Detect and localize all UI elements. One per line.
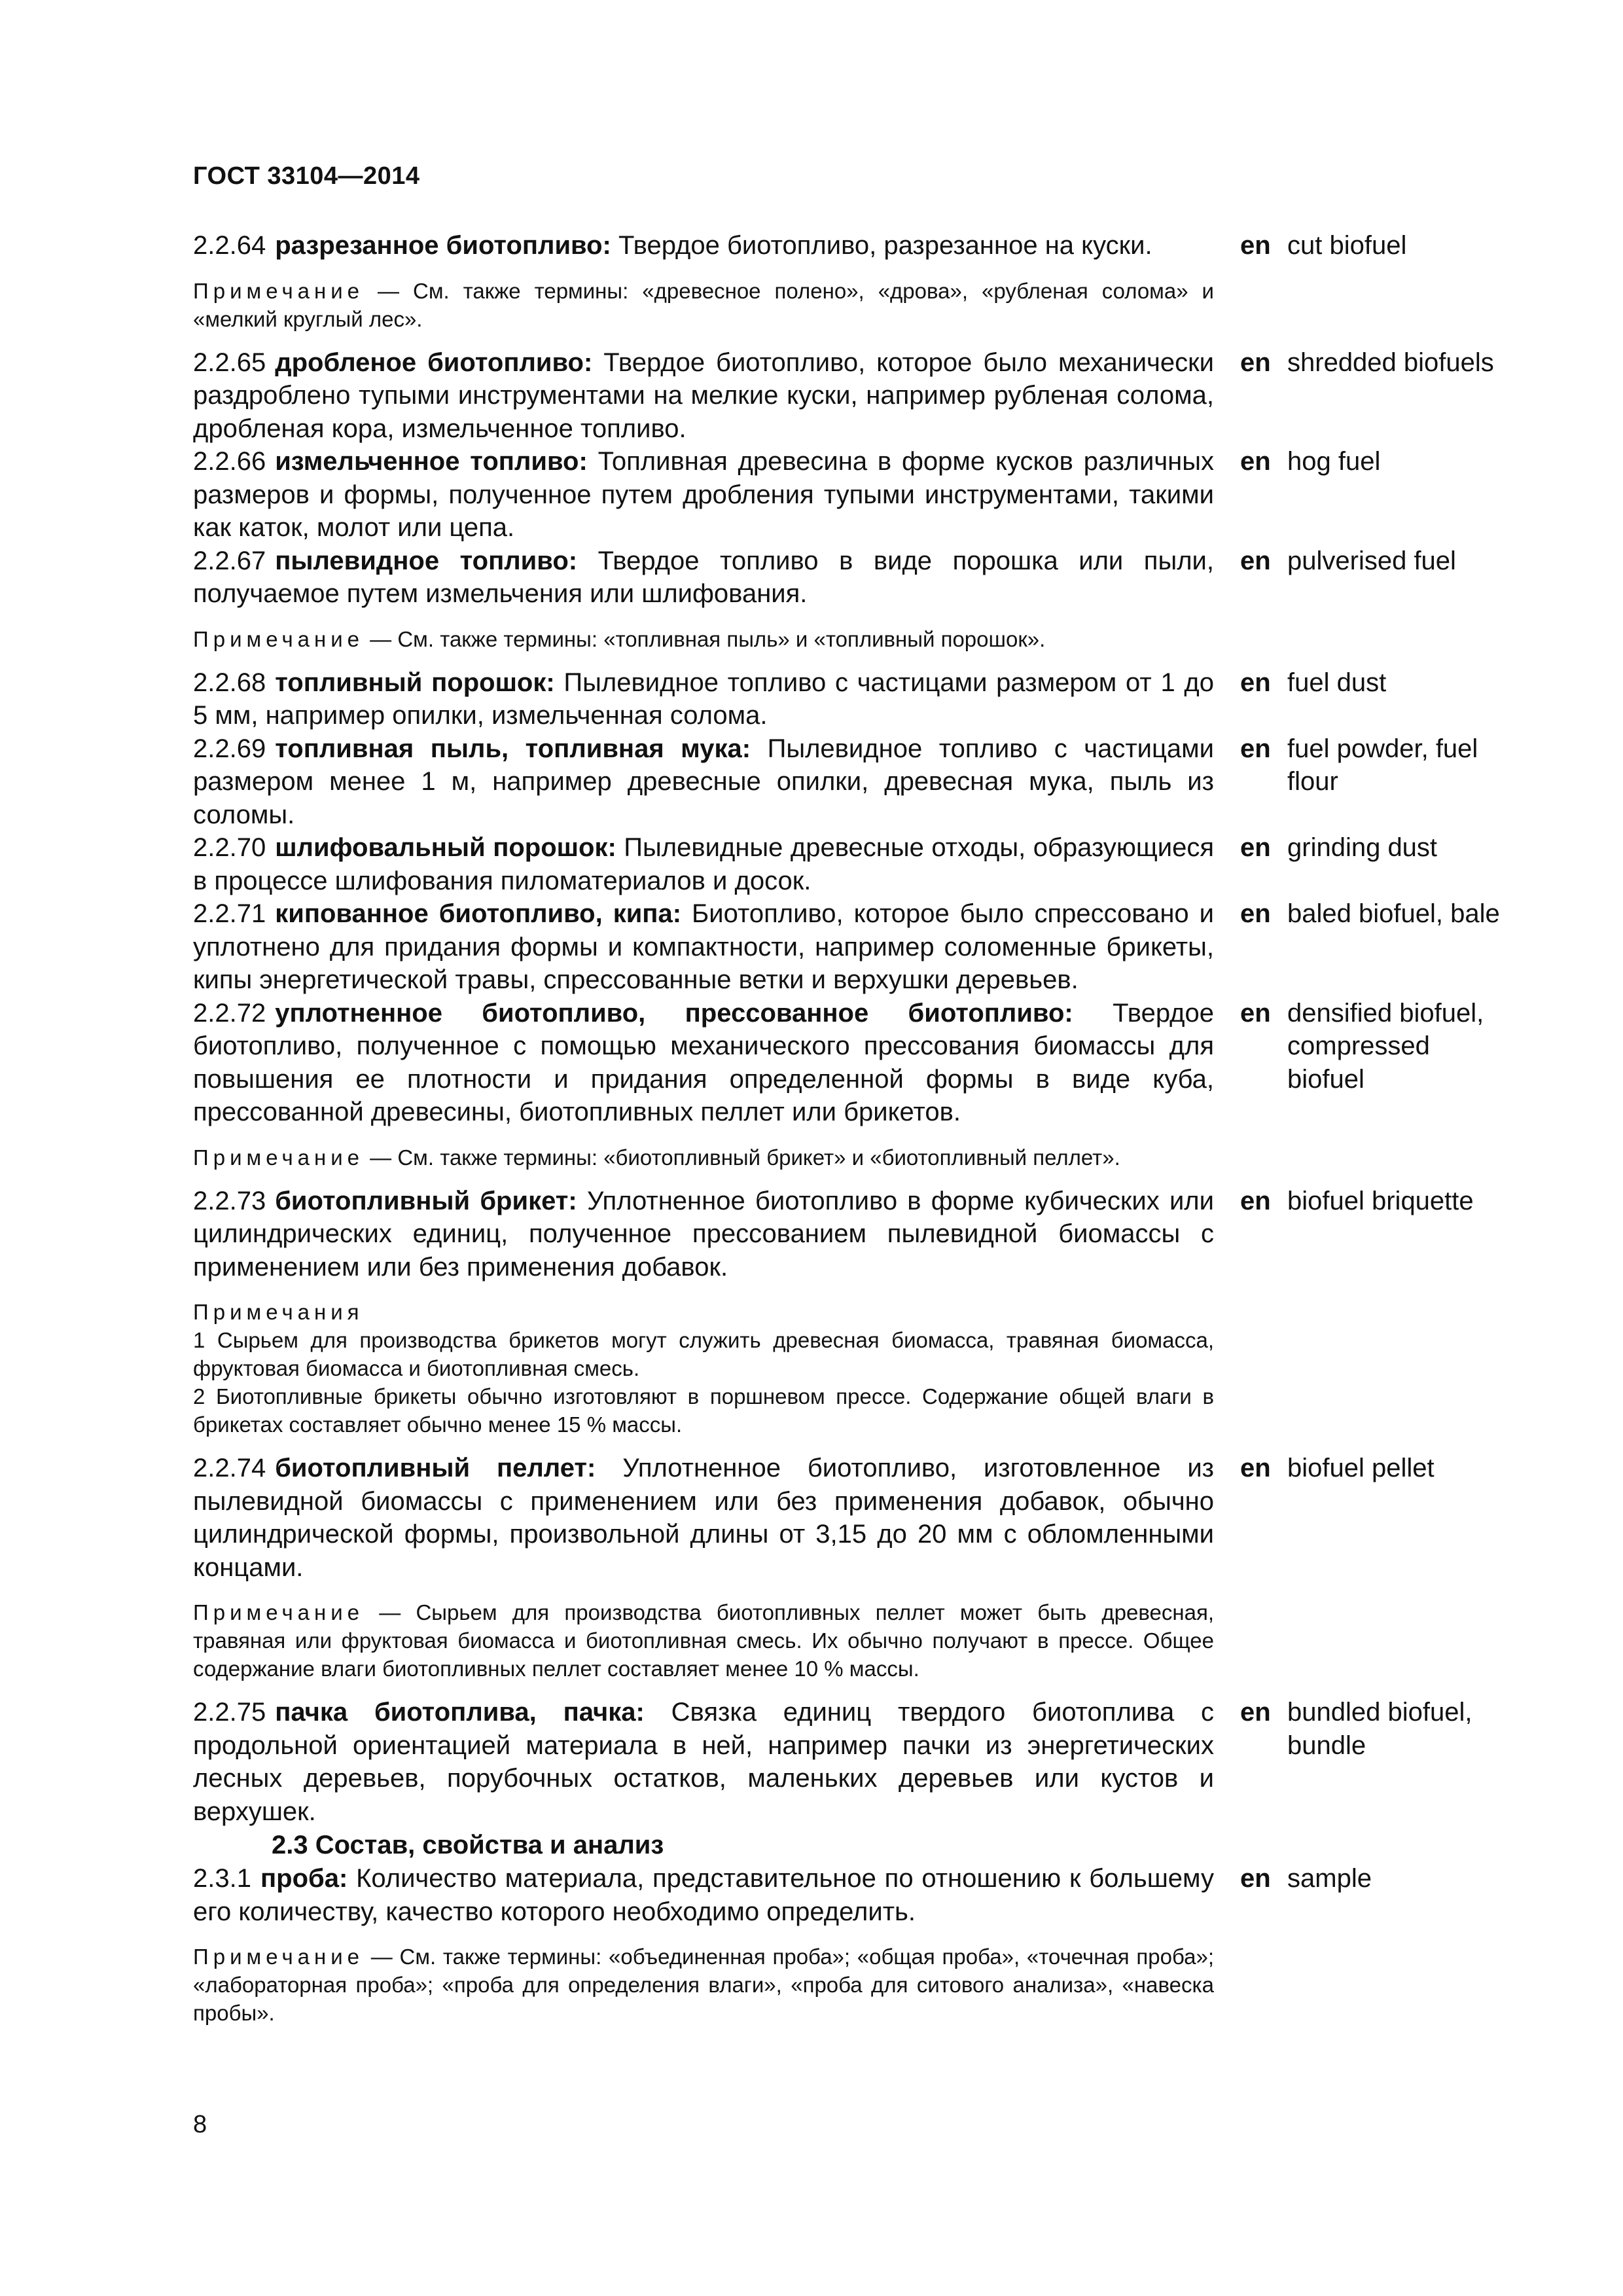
notes-label: Примечания <box>193 1300 364 1324</box>
term-name: биотопливный пеллет: <box>275 1454 596 1482</box>
english-term: grinding dust <box>1287 833 1438 862</box>
english-equivalent <box>1240 1185 1502 1218</box>
term-def-text: Твердое топливо в виде порошка или пыли, получаемое путем измельчения или шлифования. <box>193 546 1214 608</box>
lang-tag: en <box>1240 348 1271 377</box>
english-term: hog fuel <box>1287 447 1381 476</box>
note-text: — См. также термины: «топливная пыль» и «топливный порошок». <box>364 626 1046 651</box>
term-definition <box>193 346 1214 446</box>
term-name: дробленое биотопливо: <box>275 348 593 377</box>
term-name: измельченное топливо: <box>275 447 588 476</box>
term-definition <box>193 545 1214 611</box>
term-def-text: Пылевидное топливо с частицами размером от 1 до 5 мм, например опилки, измельченная солома. <box>193 668 1215 730</box>
english-equivalent <box>1240 732 1502 798</box>
term-def-text: Твердое биотопливо, полученное с помощью механического прессования биомассы для повышения ее плотности и придания определенной формы в виде куба, прессованной древесины, биотопливных пеллет или брикетов. <box>193 998 1214 1126</box>
note-label: Примечание <box>193 1600 365 1624</box>
term-def-text: Уплотненное биотопливо, изготовленное из пылевидной биомассы с применением или без применения добавок, обычно цилиндрической формы, произвольной длины от 3,15 до 20 мм с обломленными концами. <box>193 1454 1214 1582</box>
note-text: — См. также термины: «биотопливный брикет» и «биотопливный пеллет». <box>364 1145 1120 1170</box>
term-name: пылевидное топливо: <box>275 546 578 575</box>
terms-content <box>193 229 1502 2040</box>
term-note <box>193 277 1214 333</box>
term-definition <box>193 1185 1214 1284</box>
term-name: шлифовальный порошок: <box>275 833 616 862</box>
english-equivalent <box>1240 445 1502 478</box>
english-equivalent <box>1240 666 1502 700</box>
term-number: 2.2.65 <box>193 348 266 377</box>
english-term: pulverised fuel <box>1287 546 1456 575</box>
term-number: 2.2.68 <box>193 668 266 697</box>
term-definition <box>193 1862 1214 1928</box>
note-label: Примечание <box>193 1145 365 1170</box>
term-definition <box>193 997 1214 1129</box>
term-name: проба: <box>260 1864 348 1893</box>
note-item: 2 Биотопливные брикеты обычно изготовляют в поршневом прессе. Содержание общей влаги в брикетах составляет обычно менее 15 % массы. <box>193 1384 1214 1437</box>
term-note <box>193 1143 1214 1172</box>
note-label: Примечание <box>193 626 365 651</box>
english-term: shredded biofuels <box>1287 348 1494 377</box>
english-term: cut biofuel <box>1287 231 1407 260</box>
english-term: biofuel pellet <box>1287 1454 1435 1482</box>
lang-tag: en <box>1240 1454 1271 1482</box>
english-term: fuel dust <box>1287 668 1387 697</box>
term-note <box>193 1598 1214 1683</box>
term-name: пачка биотоплива, пачка: <box>275 1698 645 1727</box>
term-def-text: Топливная древесина в форме кусков различных размеров и формы, полученное путем дробления тупыми инструментами, такими как каток, молот или цепа. <box>193 447 1214 542</box>
term-definition <box>193 229 1214 262</box>
english-term: fuel powder, fuel flour <box>1287 734 1478 796</box>
term-entry <box>193 545 1502 611</box>
english-equivalent <box>1240 1452 1502 1485</box>
english-term: densified biofuel, compressed biofuel <box>1287 998 1484 1094</box>
term-entry <box>193 1696 1502 1828</box>
term-number: 2.2.66 <box>193 447 266 476</box>
term-entry <box>193 732 1502 832</box>
term-note <box>193 625 1214 653</box>
term-name: биотопливный брикет: <box>275 1186 577 1215</box>
term-entry <box>193 1185 1502 1284</box>
term-definition <box>193 445 1214 545</box>
term-definition <box>193 1696 1214 1828</box>
lang-tag: en <box>1240 1864 1271 1893</box>
english-equivalent <box>1240 346 1502 380</box>
term-def-text: Уплотненное биотопливо в форме кубических или цилиндрических единиц, полученное прессованием пылевидной биомассы с применением или без применения добавок. <box>193 1186 1214 1282</box>
term-entry <box>193 1452 1502 1584</box>
english-term: baled biofuel, bale <box>1287 899 1500 928</box>
term-name: разрезанное биотопливо: <box>275 231 611 260</box>
term-def-text: Пылевидные древесные отходы, образующиеся в процессе шлифования пиломатериалов и досок. <box>193 833 1214 895</box>
lang-tag: en <box>1240 998 1271 1028</box>
lang-tag: en <box>1240 734 1271 763</box>
english-equivalent <box>1240 1862 1502 1895</box>
lang-tag: en <box>1240 1186 1271 1215</box>
term-note <box>193 1943 1214 2027</box>
english-equivalent <box>1240 831 1502 865</box>
term-definition <box>193 732 1214 832</box>
english-equivalent <box>1240 997 1502 1096</box>
term-definition <box>193 831 1214 897</box>
term-entry <box>193 229 1502 262</box>
term-def-text: Твердое биотопливо, разрезанное на куски. <box>611 231 1152 260</box>
lang-tag: en <box>1240 1698 1271 1727</box>
term-notes <box>193 1298 1214 1439</box>
term-number: 2.2.64 <box>193 231 266 260</box>
term-number: 2.2.71 <box>193 899 266 928</box>
term-entry <box>193 997 1502 1129</box>
english-term: sample <box>1287 1864 1372 1893</box>
term-number: 2.2.69 <box>193 734 266 763</box>
english-equivalent <box>1240 229 1502 262</box>
term-number: 2.3.1 <box>193 1864 251 1893</box>
term-def-text: Количество материала, представительное по отношению к большему его количеству, качество которого необходимо определить. <box>193 1864 1214 1926</box>
term-number: 2.2.67 <box>193 546 266 575</box>
term-number: 2.2.73 <box>193 1186 266 1215</box>
term-name: топливная пыль, топливная мука: <box>275 734 751 763</box>
note-label: Примечание <box>193 278 365 303</box>
term-def-text: Биотопливо, которое было спрессовано и уплотнено для придания формы и компактности, например соломенные брикеты, кипы энергетической травы, спрессованные ветки и верхушки деревьев. <box>193 899 1215 994</box>
term-definition <box>193 1452 1214 1584</box>
term-number: 2.2.75 <box>193 1698 266 1727</box>
note-text: — См. также термины: «объединенная проба»; «общая проба», «точечная проба»; «лабораторная проба»; «проба для определения влаги», «проба для ситового анализа», «навеска пробы». <box>193 1945 1214 2025</box>
term-definition <box>193 897 1214 997</box>
term-name: кипованное биотопливо, кипа: <box>275 899 682 928</box>
note-text: — Сырьем для производства биотопливных пеллет может быть древесная, травяная или фруктовая биомасса и биотопливная смесь. Их обычно получают в прессе. Общее содержание влаги биотопливных пеллет составляет менее 10 % массы. <box>193 1600 1214 1681</box>
lang-tag: en <box>1240 833 1271 862</box>
term-number: 2.2.72 <box>193 998 266 1028</box>
term-entry <box>193 897 1502 997</box>
note-label: Примечание <box>193 1945 365 1969</box>
lang-tag: en <box>1240 546 1271 575</box>
term-entry <box>193 445 1502 545</box>
term-name: уплотненное биотопливо, прессованное биотопливо: <box>275 998 1073 1028</box>
english-equivalent <box>1240 897 1502 931</box>
term-number: 2.2.74 <box>193 1454 266 1482</box>
lang-tag: en <box>1240 447 1271 476</box>
lang-tag: en <box>1240 668 1271 697</box>
english-equivalent <box>1240 545 1502 578</box>
note-item: 1 Сырьем для производства брикетов могут служить древесная биомасса, травяная биомасса, фруктовая биомасса и биотопливная смесь. <box>193 1328 1214 1380</box>
term-def-text: Пылевидное топливо с частицами размером менее 1 м, например древесные опилки, древесная мука, пыль из соломы. <box>193 734 1214 829</box>
term-number: 2.2.70 <box>193 833 266 862</box>
term-entry <box>193 1862 1502 1928</box>
lang-tag: en <box>1240 899 1271 928</box>
page-number: 8 <box>193 2111 207 2138</box>
section-heading: 2.3 Состав, свойства и анализ <box>272 1831 664 1859</box>
term-def-text: Твердое биотопливо, которое было механически раздроблено тупыми инструментами на мелкие куски, например рубленая солома, дробленая кора, измельченное топливо. <box>193 348 1214 443</box>
english-term: biofuel briquette <box>1287 1186 1474 1215</box>
term-def-text: Связка единиц твердого биотоплива с продольной ориентацией материала в ней, например пачки из энергетических лесных деревьев, порубочных остатков, маленьких деревьев или кустов и верхушек. <box>193 1698 1215 1826</box>
term-entry <box>193 346 1502 446</box>
document-header: ГОСТ 33104—2014 <box>193 162 420 190</box>
english-term: bundled biofuel, bundle <box>1287 1698 1472 1760</box>
term-entry <box>193 831 1502 897</box>
term-definition <box>193 666 1214 732</box>
note-text: — См. также термины: «древесное полено», «дрова», «рубленая солома» и «мелкий круглый лес». <box>193 278 1214 331</box>
term-entry <box>193 666 1502 732</box>
lang-tag: en <box>1240 231 1271 260</box>
term-name: топливный порошок: <box>275 668 555 697</box>
english-equivalent <box>1240 1696 1502 1762</box>
